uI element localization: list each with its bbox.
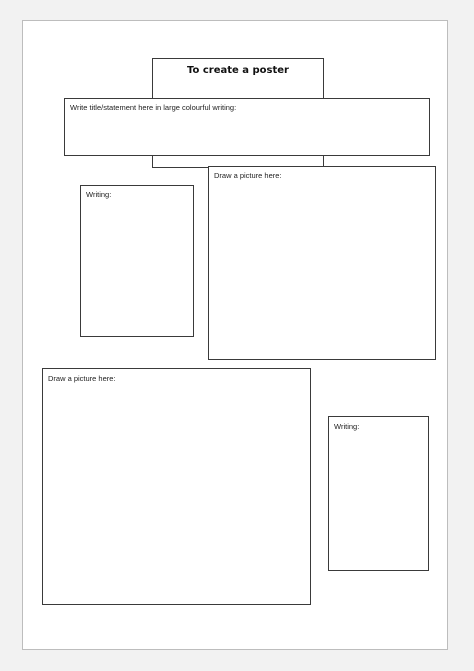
writing-label-2: Writing:: [334, 422, 360, 431]
writing-box-2: [328, 416, 429, 571]
worksheet-page: [22, 20, 448, 650]
writing-box-1: [80, 185, 194, 337]
picture-label-1: Draw a picture here:: [214, 171, 282, 180]
title-statement-box: [64, 98, 430, 156]
picture-label-2: Draw a picture here:: [48, 374, 116, 383]
writing-label-1: Writing:: [86, 190, 112, 199]
picture-box-1: [208, 166, 436, 360]
picture-box-2: [42, 368, 311, 605]
title-statement-label: Write title/statement here in large colourful writing:: [70, 103, 237, 112]
poster-title: To create a poster: [187, 65, 289, 76]
